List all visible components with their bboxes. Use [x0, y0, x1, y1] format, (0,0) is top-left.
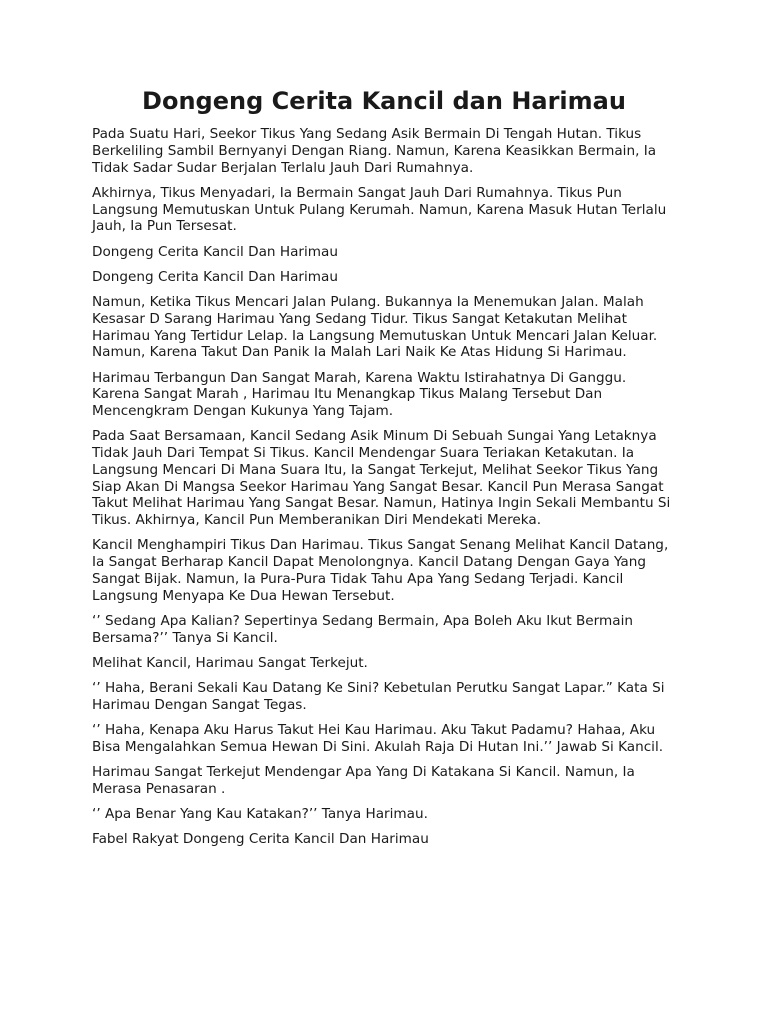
paragraph: ‘’ Apa Benar Yang Kau Katakan?’’ Tanya Harimau.	[92, 806, 428, 823]
paragraph: ‘’ Sedang Apa Kalian? Sepertinya Sedang Bermain, Apa Boleh Aku Ikut Bermain Bersama?’’ Tanya Si Kancil.	[92, 613, 633, 646]
paragraph: ‘’ Haha, Berani Sekali Kau Datang Ke Sini? Kebetulan Perutku Sangat Lapar.” Kata Si Harimau Dengan Sangat Tegas.	[92, 680, 665, 714]
paragraph: Harimau Sangat Terkejut Mendengar Apa Yang Di Katakana Si Kancil. Namun, Ia Merasa Penasaran .	[92, 764, 635, 797]
paragraph: Namun, Ketika Tikus Mencari Jalan Pulang. Bukannya Ia Menemukan Jalan. Malah Kesasar D Sarang Harimau Yang Sedang Tidur. Tikus Sangat Ketakutan Melihat Harimau Yang Tertidur Lelap. Ia Langsung Memutuskan Untuk Mencari Jalan Keluar. Namun, Karena Takut Dan Panik Ia Malah Lari Naik Ke Atas Hidung Si Harimau.	[92, 293, 658, 361]
paragraph: Dongeng Cerita Kancil Dan Harimau	[92, 243, 338, 260]
document-page	[92, 84, 676, 857]
paragraph: Fabel Rakyat Dongeng Cerita Kancil Dan Harimau	[92, 831, 429, 848]
paragraph: Dongeng Cerita Kancil Dan Harimau	[92, 268, 338, 285]
paragraph: ‘’ Haha, Kenapa Aku Harus Takut Hei Kau Harimau. Aku Takut Padamu? Hahaa, Aku Bisa Mengalahkan Semua Hewan Di Sini. Akulah Raja Di Hutan Ini.’’ Jawab Si Kancil.	[92, 722, 664, 755]
paragraph: Akhirnya, Tikus Menyadari, Ia Bermain Sangat Jauh Dari Rumahnya. Tikus Pun Langsung Memutuskan Untuk Pulang Kerumah. Namun, Karena Masuk Hutan Terlalu Jauh, Ia Pun Tersesat.	[92, 184, 667, 235]
paragraph: Kancil Menghampiri Tikus Dan Harimau. Tikus Sangat Senang Melihat Kancil Datang, Ia Sangat Berharap Kancil Dapat Menolongnya. Kancil Datang Dengan Gaya Yang Sangat Bijak. Namun, Ia Pura-Pura Tidak Tahu Apa Yang Sedang Terjadi. Kancil Langsung Menyapa Ke Dua Hewan Tersebut.	[92, 537, 669, 604]
paragraph: Melihat Kancil, Harimau Sangat Terkejut.	[92, 655, 368, 672]
document-title: Dongeng Cerita Kancil dan Harimau	[142, 87, 626, 115]
paragraph: Pada Suatu Hari, Seekor Tikus Yang Sedang Asik Bermain Di Tengah Hutan. Tikus Berkeliling Sambil Bernyanyi Dengan Riang. Namun, Karena Keasikkan Bermain, Ia Tidak Sadar Sudar Berjalan Terlalu Jauh Dari Rumahnya.	[92, 126, 657, 176]
paragraph: Pada Saat Bersamaan, Kancil Sedang Asik Minum Di Sebuah Sungai Yang Letaknya Tidak Jauh Dari Tempat Si Tikus. Kancil Mendengar Suara Teriakan Ketakutan. Ia Langsung Mencari Di Mana Suara Itu, Ia Sangat Terkejut, Melihat Seekor Tikus Yang Siap Akan Di Mangsa Seekor Harimau Yang Sangat Besar. Kancil Pun Merasa Sangat Takut Melihat Harimau Yang Sangat Besar. Namun, Hatinya Ingin Sekali Membantu Si Tikus. Akhirnya, Kancil Pun Memberanikan Diri Mendekati Mereka.	[92, 428, 671, 529]
paragraph: Harimau Terbangun Dan Sangat Marah, Karena Waktu Istirahatnya Di Ganggu. Karena Sangat Marah , Harimau Itu Menangkap Tikus Malang Tersebut Dan Mencengkram Dengan Kukunya Yang Tajam.	[92, 369, 627, 420]
